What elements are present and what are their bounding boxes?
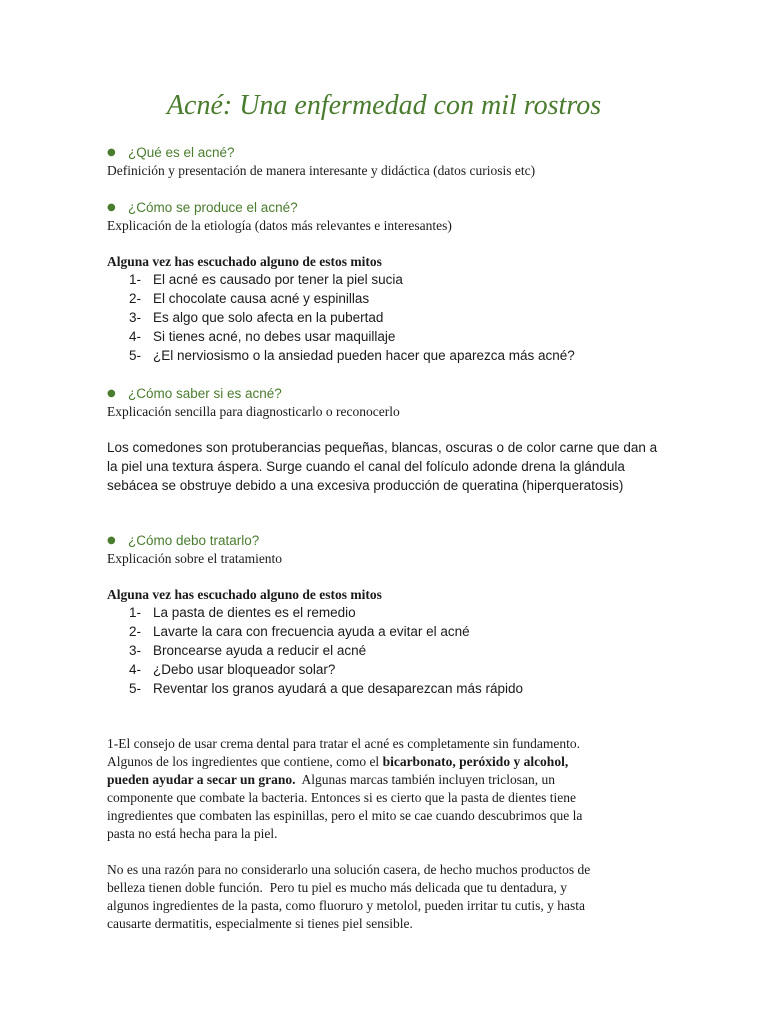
list-item: 2- Lavarte la cara con frecuencia ayuda a evitar el acné	[129, 624, 470, 639]
question-heading: ¿Cómo saber si es acné?	[128, 386, 282, 401]
section-description: Explicación sobre el tratamiento	[107, 551, 283, 566]
paragraph-line: 1-El consejo de usar crema dental para tratar el acné es completamente sin fundamento.	[107, 736, 581, 751]
question-heading: ¿Cómo se produce el acné?	[128, 200, 298, 215]
section-description: Explicación sencilla para diagnosticarlo o reconocerlo	[107, 404, 400, 419]
list-item: 1- La pasta de dientes es el remedio	[129, 605, 356, 620]
paragraph-line: Algunos de los ingredientes que contiene, como el bicarbonato, peróxido y alcohol,	[107, 754, 569, 769]
bullet-icon: ●	[107, 147, 116, 158]
paragraph-line: componente que combate la bacteria. Entonces si es cierto que la pasta de dientes tiene	[107, 790, 576, 805]
list-item: 1- El acné es causado por tener la piel sucia	[129, 272, 403, 287]
bullet-icon: ●	[107, 388, 116, 399]
list-item: 4- Si tienes acné, no debes usar maquillaje	[129, 329, 396, 344]
list-item: 2- El chocolate causa acné y espinillas	[129, 291, 370, 306]
paragraph-line: pasta no está hecha para la piel.	[107, 826, 278, 841]
list-item: 3- Es algo que solo afecta en la pubertad	[129, 310, 384, 325]
bullet-icon: ●	[107, 202, 116, 213]
paragraph-line: No es una razón para no considerarlo una solución casera, de hecho muchos productos de	[107, 862, 591, 877]
paragraph-line: causarte dermatitis, especialmente si tienes piel sensible.	[107, 916, 413, 931]
list-item: 4- ¿Debo usar bloqueador solar?	[129, 662, 336, 677]
comedones-line: sebácea se obstruye debido a una excesiva producción de queratina (hiperqueratosis)	[107, 478, 624, 493]
section-description: Definición y presentación de manera interesante y didáctica (datos curiosis etc)	[107, 163, 536, 178]
bullet-icon: ●	[107, 535, 116, 546]
myths-heading: Alguna vez has escuchado alguno de estos mitos	[107, 587, 382, 602]
bold-text: pueden ayudar a secar un grano.	[107, 772, 296, 787]
comedones-line: Los comedones son protuberancias pequeñas, blancas, oscuras o de color carne que dan a	[107, 440, 658, 455]
paragraph-line: algunos ingredientes de la pasta, como fluoruro y metolol, pueden irritar tu cutis, y hasta	[107, 898, 585, 913]
list-item: 5- Reventar los granos ayudará a que desaparezcan más rápido	[129, 681, 523, 696]
paragraph-line: ingredientes que combaten las espinillas, pero el mito se cae cuando descubrimos que la	[107, 808, 583, 823]
paragraph-line: pueden ayudar a secar un grano. Algunas marcas también incluyen triclosan, un	[107, 772, 555, 787]
section-description: Explicación de la etiología (datos más relevantes e interesantes)	[107, 218, 452, 233]
question-heading: ¿Qué es el acné?	[128, 145, 235, 160]
question-heading: ¿Cómo debo tratarlo?	[128, 533, 260, 548]
bold-text: bicarbonato, peróxido y alcohol,	[382, 754, 569, 769]
comedones-line: la piel una textura áspera. Surge cuando el canal del folículo adonde drena la glándula	[107, 459, 625, 474]
list-item: 5- ¿El nerviosismo o la ansiedad pueden hacer que aparezca más acné?	[129, 348, 575, 363]
list-item: 3- Broncearse ayuda a reducir el acné	[129, 643, 367, 658]
paragraph-line: belleza tienen doble función. Pero tu piel es mucho más delicada que tu dentadura, y	[107, 880, 567, 895]
myths-heading: Alguna vez has escuchado alguno de estos mitos	[107, 254, 382, 269]
document-title: Acné: Una enfermedad con mil rostros	[166, 90, 602, 121]
